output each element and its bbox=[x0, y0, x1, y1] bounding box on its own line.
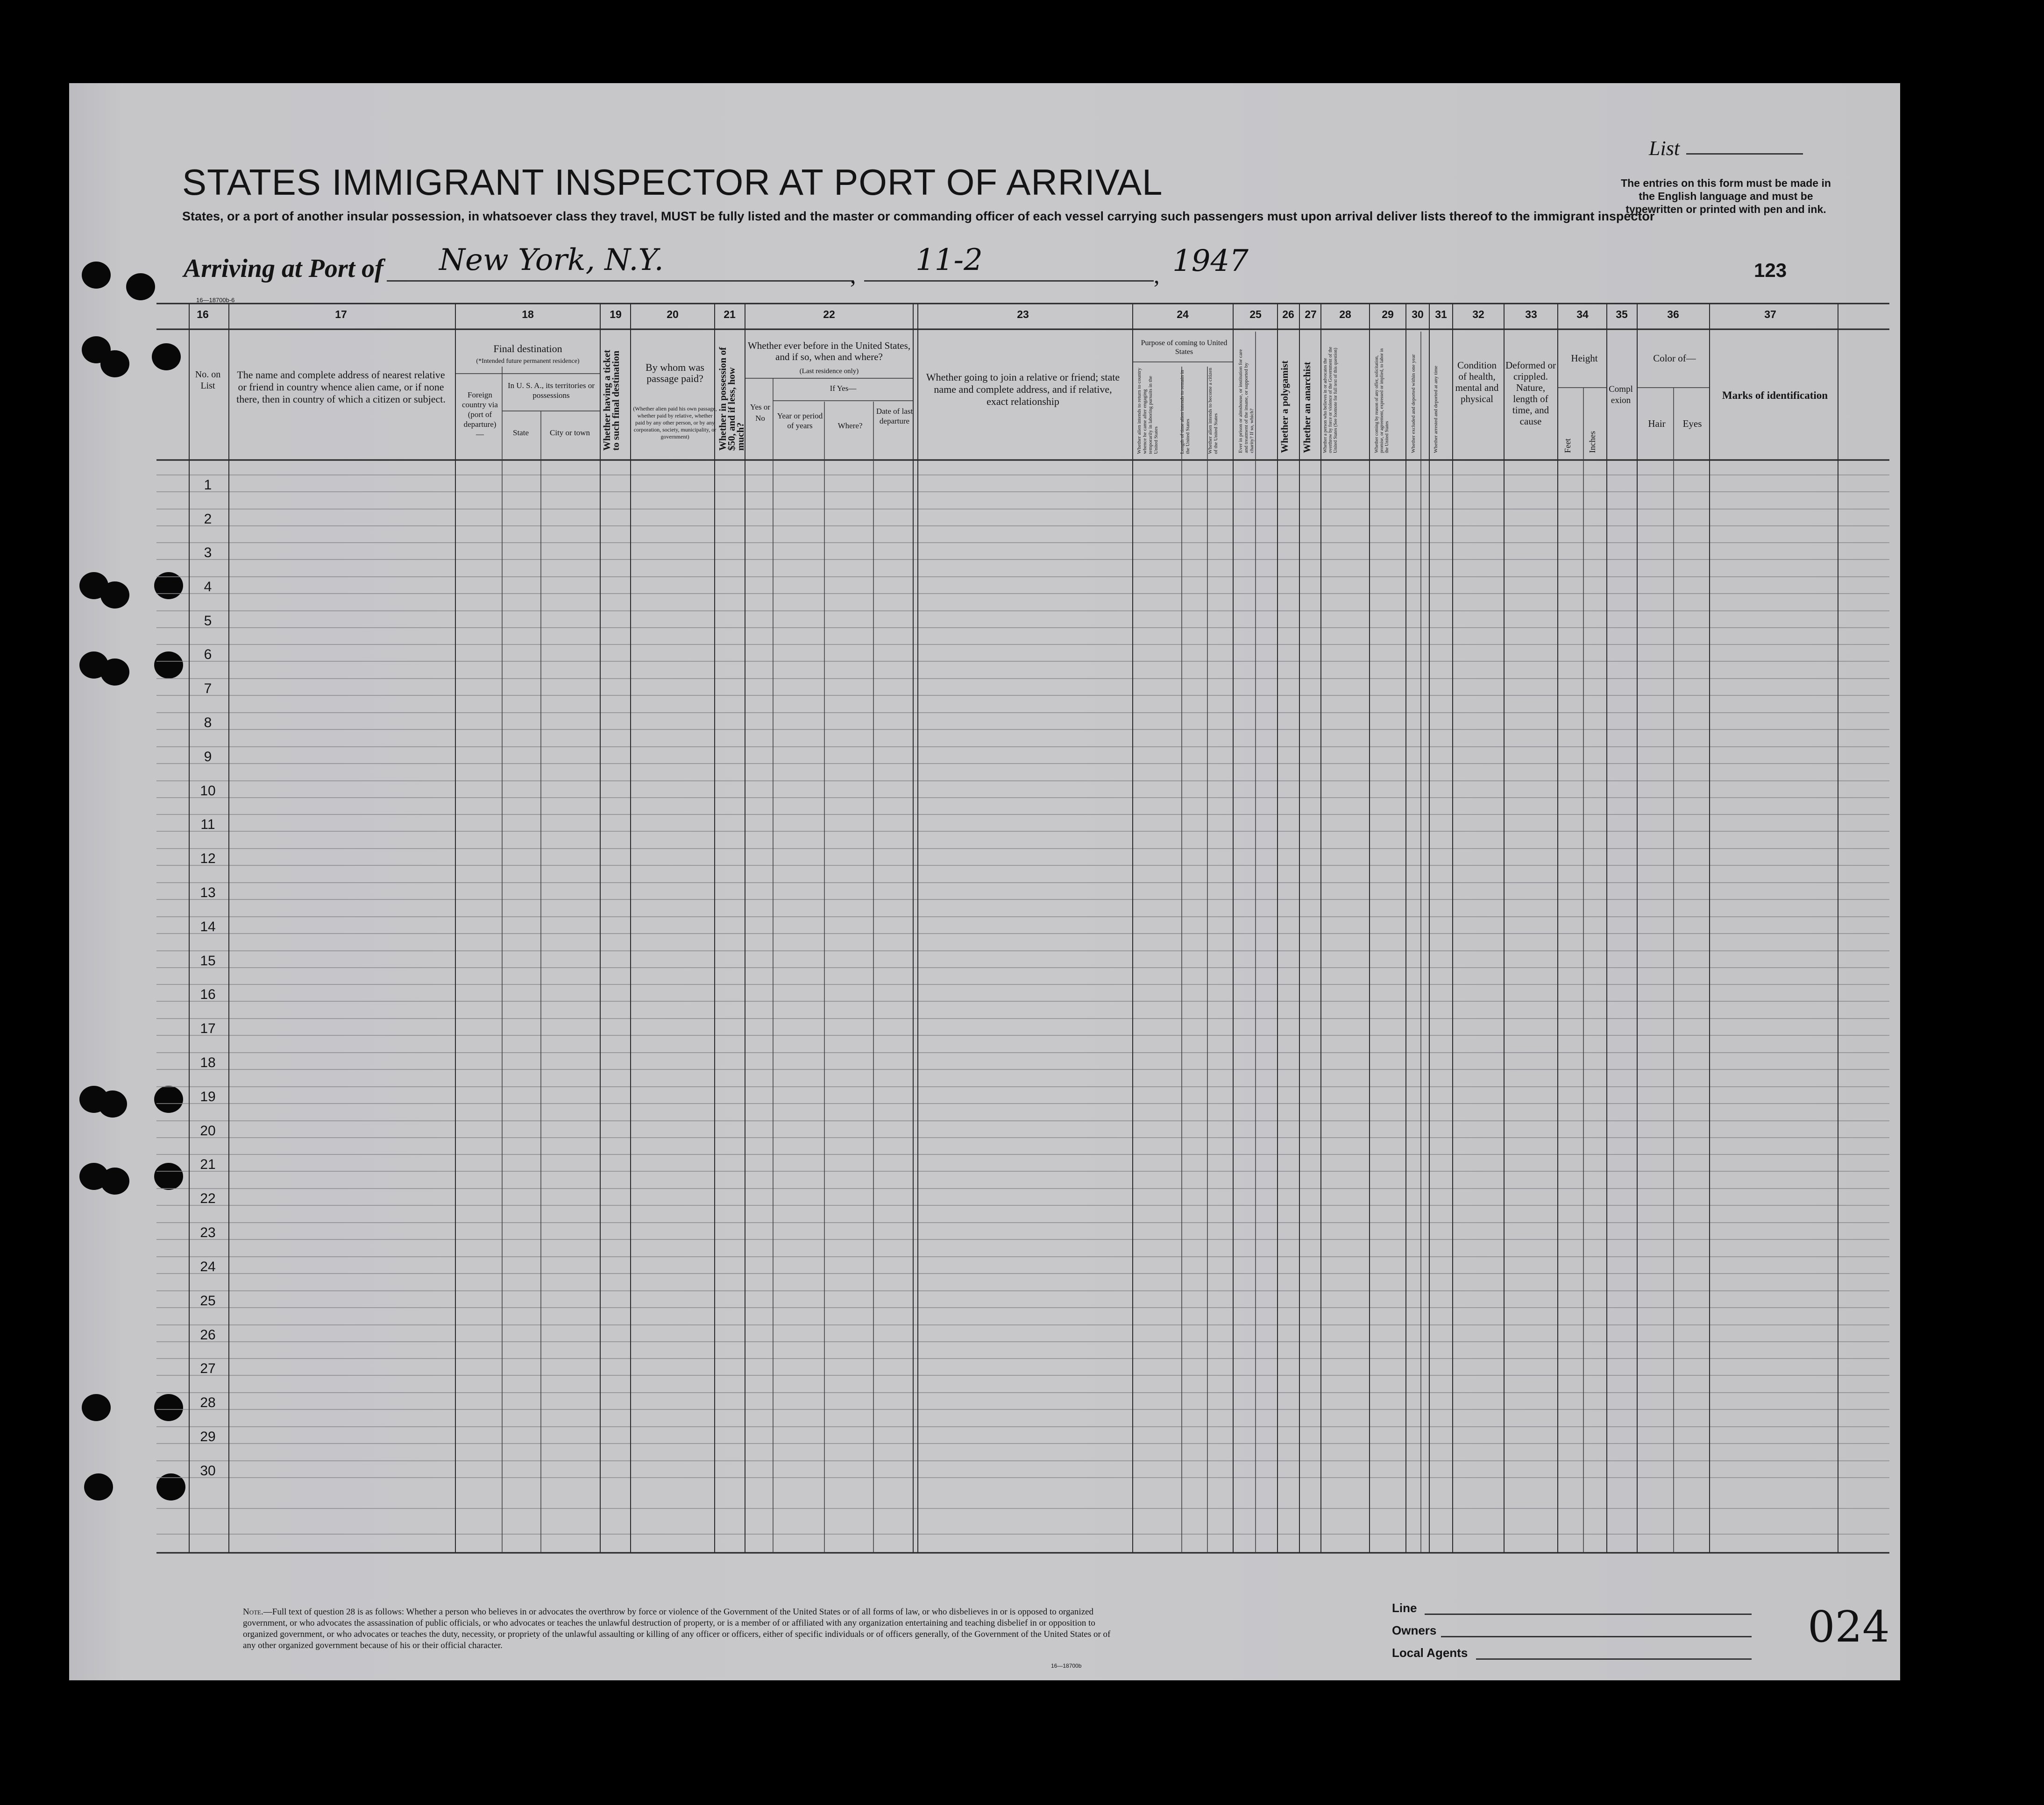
col22-date-heading: Date of last departure bbox=[876, 407, 913, 425]
comma: , bbox=[1154, 262, 1160, 288]
comma: , bbox=[850, 262, 856, 288]
owners-field-line[interactable] bbox=[1441, 1636, 1752, 1637]
col22-where-heading: Where? bbox=[837, 421, 863, 430]
col25-heading: Ever in prison or almshouse, or institution for care and treatment of the insane, or supported by charity? If so, which? bbox=[1238, 349, 1255, 453]
col18-title: Final destination bbox=[493, 343, 562, 354]
row-number-26: 26 bbox=[200, 1327, 216, 1343]
col35-heading: Complexion bbox=[1609, 384, 1633, 405]
column-number-31: 31 bbox=[1435, 308, 1447, 320]
col18-subtitle: (*Intended future permanent residence) bbox=[476, 358, 580, 365]
col16-heading: No. on List bbox=[195, 369, 221, 391]
column-number-35: 35 bbox=[1616, 308, 1628, 320]
row-number-25: 25 bbox=[200, 1293, 216, 1309]
list-label: List bbox=[1649, 137, 1680, 160]
row-number-2: 2 bbox=[204, 511, 212, 527]
col20-title: By whom was passage paid? bbox=[646, 361, 704, 384]
row-number-23: 23 bbox=[200, 1225, 216, 1240]
column-number-34: 34 bbox=[1576, 308, 1589, 320]
column-number-26: 26 bbox=[1282, 308, 1294, 320]
col29-heading: Whether coming by reason of any offer, solicitation, promise, or agreement, expressed or implied, to labor in the United States bbox=[1374, 348, 1390, 453]
col28-heading: Whether a person who believes in or advocates the overthrow by force or violence of the Government of the United States (See footnote for full text of this question) bbox=[1323, 347, 1338, 453]
page-subtitle: States, or a port of another insular possession, in whatsoever class they travel, MUST be fully listed and the master or commanding officer of each vessel carrying such passengers must upon arrival deliver lists thereof to the immigrant inspector bbox=[182, 209, 1655, 223]
col17-heading: The name and complete address of nearest relative or friend in country whence alien came, or if none there, then in country of which a citizen or subject. bbox=[236, 369, 446, 405]
col33-heading: Deformed or crippled. Nature, length of time, and cause bbox=[1505, 360, 1556, 427]
column-number-16: 16 bbox=[197, 308, 209, 320]
column-number-24: 24 bbox=[1177, 308, 1189, 320]
row-number-21: 21 bbox=[200, 1157, 216, 1172]
col26-heading: Whether a polygamist bbox=[1279, 361, 1290, 453]
row-number-16: 16 bbox=[200, 987, 216, 1002]
col20-subtitle: (Whether alien paid his own passage, whether paid by relative, whether paid by any other person, or by any corporation, society, municipality, or government) bbox=[633, 405, 717, 440]
row-number-15: 15 bbox=[200, 953, 216, 969]
row-number-5: 5 bbox=[204, 613, 212, 629]
col30-heading: Whether excluded and deported within one year bbox=[1411, 354, 1416, 453]
col19-heading: Whether having a ticket to such final destination bbox=[601, 349, 621, 451]
row-number-8: 8 bbox=[204, 715, 212, 730]
year-handwritten[interactable]: 1947 bbox=[1172, 244, 1249, 278]
arriving-label: Arriving at Port of bbox=[184, 254, 383, 283]
col37-heading: Marks of identification bbox=[1722, 389, 1828, 401]
column-number-28: 28 bbox=[1339, 308, 1351, 320]
row-number-28: 28 bbox=[200, 1395, 216, 1410]
row-number-12: 12 bbox=[200, 851, 216, 866]
col24-title: Purpose of coming to United States bbox=[1141, 339, 1228, 356]
col21-heading: Whether in possession of $50, and if less, how much? bbox=[717, 347, 746, 451]
page-number: 123 bbox=[1754, 259, 1787, 281]
row-number-7: 7 bbox=[204, 681, 212, 696]
col18-city-heading: City or town bbox=[550, 428, 590, 437]
form-number: 16—18700b-6 bbox=[196, 297, 235, 304]
col22-ifyes-heading: If Yes— bbox=[830, 384, 857, 393]
column-number-32: 32 bbox=[1472, 308, 1484, 320]
row-number-18: 18 bbox=[200, 1055, 216, 1070]
column-number-19: 19 bbox=[610, 308, 622, 320]
col18-state-heading: State bbox=[513, 428, 529, 437]
port-handwritten[interactable]: New York, N.Y. bbox=[439, 243, 664, 277]
row-number-9: 9 bbox=[204, 749, 212, 764]
col27-heading: Whether an anarchist bbox=[1301, 361, 1313, 453]
row-number-4: 4 bbox=[204, 579, 212, 595]
col22-year-heading: Year or period of years bbox=[777, 411, 823, 430]
date-handwritten[interactable]: 11-2 bbox=[916, 243, 983, 277]
column-number-37: 37 bbox=[1764, 308, 1776, 320]
col18-foreign-heading: Foreign country via (port of departure)— bbox=[462, 390, 498, 439]
footnote bbox=[243, 1607, 1121, 1651]
row-number-30: 30 bbox=[200, 1463, 216, 1479]
column-number-23: 23 bbox=[1017, 308, 1029, 320]
row-number-1: 1 bbox=[204, 477, 212, 493]
row-number-10: 10 bbox=[200, 783, 216, 799]
row-number-22: 22 bbox=[200, 1191, 216, 1206]
row-number-19: 19 bbox=[200, 1089, 216, 1104]
col22-subtitle: (Last residence only) bbox=[799, 368, 859, 375]
local-agents-label: Local Agents bbox=[1392, 1646, 1468, 1660]
row-number-24: 24 bbox=[200, 1259, 216, 1274]
row-number-17: 17 bbox=[200, 1021, 216, 1036]
col24a-heading: Whether alien intends to return to country whence he came after engaging temporarily in laboring pursuits in the United States bbox=[1136, 368, 1159, 454]
footnote-lead: Note. bbox=[243, 1607, 263, 1617]
local-agents-field-line[interactable] bbox=[1476, 1658, 1752, 1660]
row-number-27: 27 bbox=[200, 1361, 216, 1376]
column-number-27: 27 bbox=[1305, 308, 1317, 320]
col18-usa-heading: In U. S. A., its territories or possessions bbox=[507, 381, 595, 400]
column-number-30: 30 bbox=[1412, 308, 1424, 320]
column-number-18: 18 bbox=[522, 308, 534, 320]
col24c-heading: Whether alien intends to become a citizen of the United States bbox=[1207, 368, 1219, 454]
column-number-29: 29 bbox=[1382, 308, 1394, 320]
col36-title: Color of— bbox=[1653, 353, 1696, 364]
page-title: STATES IMMIGRANT INSPECTOR AT PORT OF ARRIVAL bbox=[182, 162, 1163, 203]
line-field-line[interactable] bbox=[1425, 1614, 1752, 1615]
row-number-29: 29 bbox=[200, 1429, 216, 1444]
line-label: Line bbox=[1392, 1601, 1417, 1615]
column-number-36: 36 bbox=[1667, 308, 1679, 320]
row-number-13: 13 bbox=[200, 885, 216, 900]
owners-label: Owners bbox=[1392, 1623, 1437, 1637]
col36-hair-heading: Hair bbox=[1648, 418, 1666, 429]
row-number-20: 20 bbox=[200, 1123, 216, 1139]
row-number-11: 11 bbox=[200, 817, 215, 832]
col24b-heading: Length of time alien intends to remain in the United States bbox=[1179, 370, 1191, 454]
col32-heading: Condition of health, mental and physical bbox=[1455, 360, 1499, 404]
col22-title: Whether ever before in the United States, and if so, when and where? bbox=[747, 340, 911, 362]
column-number-21: 21 bbox=[724, 308, 736, 320]
col34-inches-heading: Inches bbox=[1588, 431, 1597, 453]
col31-heading: Whether arrested and deported at any time bbox=[1433, 366, 1439, 453]
col36-eyes-heading: Eyes bbox=[1682, 418, 1702, 429]
row-number-14: 14 bbox=[200, 919, 216, 934]
col34-title: Height bbox=[1571, 353, 1598, 364]
col23-heading: Whether going to join a relative or friend; state name and complete address, and if relative, exact relationship bbox=[926, 371, 1120, 407]
footnote-text: —Full text of question 28 is as follows: Whether a person who believes in or advocates the overthrow by force or violence of the Government of the United States or of all forms of law, or who disbelieves in or is opposed to organized government, or who advocates the assassination of public officials, or who advocates or teaches the unlawful destruction of property, or is a member of or affiliated with any organization entertaining and teaching disbelief in or opposition to organized government, or who advocates or teaches the duty, necessity, or propriety of the unlawful assaulting or killing of any officer or officers, either of specific individuals or of officers generally, of the Government of the United States or of any other organized government because of his or their official character. bbox=[243, 1607, 1111, 1650]
col22-yesno-heading: Yes or No bbox=[750, 403, 771, 423]
col34-feet-heading: Feet bbox=[1563, 439, 1572, 453]
column-number-22: 22 bbox=[823, 308, 835, 320]
column-number-33: 33 bbox=[1525, 308, 1537, 320]
column-number-20: 20 bbox=[667, 308, 679, 320]
footnote-form-number: 16—18700b bbox=[1051, 1663, 1082, 1669]
stamp-handwritten: 024 bbox=[1808, 1602, 1890, 1652]
row-number-6: 6 bbox=[204, 647, 212, 662]
column-number-17: 17 bbox=[335, 308, 347, 320]
column-number-25: 25 bbox=[1249, 308, 1262, 320]
row-number-3: 3 bbox=[204, 545, 212, 560]
entries-note: The entries on this form must be made in the English language and must be typewritten or printed with pen and ink. bbox=[1621, 177, 1831, 215]
